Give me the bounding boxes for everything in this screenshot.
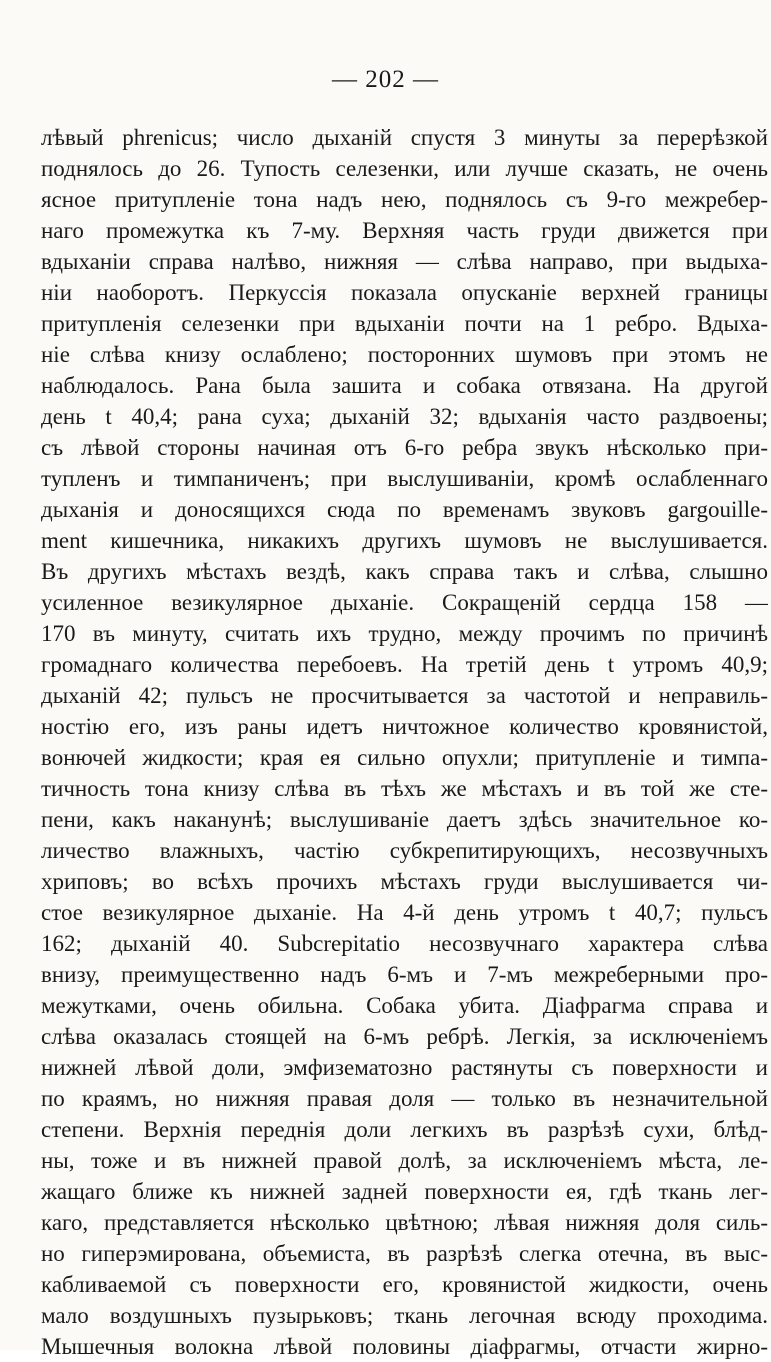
text-line: вдыханіи справа налѣво, нижняя — слѣва направо, при выдыха- [41,249,768,274]
text-line: хриповъ; во всѣхъ прочихъ мѣстахъ груди выслушивается чи- [41,869,768,894]
text-line: пени, какъ наканунѣ; выслушиваніе даетъ здѣсь значительное ко- [41,807,768,832]
text-line: степени. Верхнія переднія доли легкихъ въ разрѣзѣ сухи, блѣд- [41,1117,768,1142]
text-line: ясное притупленіе тона надъ нею, поднялось съ 9-го межребер- [41,187,768,212]
text-line: ніи наоборотъ. Перкуссія показала опусканіе верхней границы [41,280,768,305]
text-line: наго промежутка къ 7-му. Верхняя часть груди движется при [41,218,768,243]
text-line: день t 40,4; рана суха; дыханій 32; вдыханія часто раздвоены; [41,404,768,429]
text-line: стое везикулярное дыханіе. На 4-й день утромъ t 40,7; пульсъ [41,900,768,925]
body-text [41,122,768,1362]
text-line: но гиперэмирована, объемиста, въ разрѣзѣ слегка отечна, въ выс- [41,1241,768,1266]
text-line: каго, представляется нѣсколько цвѣтною; лѣвая нижняя доля силь- [41,1210,768,1235]
text-line: съ лѣвой стороны начиная отъ 6-го ребра звукъ нѣсколько при- [41,435,768,460]
text-line: ment кишечника, никакихъ другихъ шумовъ не выслушивается. [41,528,768,553]
text-line: дыханій 42; пульсъ не просчитывается за частотой и неправиль- [41,683,768,708]
text-line: дыханія и доносящихся сюда по временамъ звуковъ gargouille- [41,497,768,522]
text-line: нижней лѣвой доли, эмфизематозно растянуты съ поверхности и [41,1055,768,1080]
text-line: вонючей жидкости; края ея сильно опухли; притупленіе и тимпа- [41,745,768,770]
text-line: внизу, преимущественно надъ 6-мъ и 7-мъ межреберными про- [41,962,768,987]
text-line: тупленъ и тимпаниченъ; при выслушиваніи, кромѣ ослабленнаго [41,466,768,491]
text-line: лѣвый phrenicus; число дыханій спустя 3 минуты за перерѣзкой [41,125,768,150]
text-line: ны, тоже и въ нижней правой долѣ, за исключеніемъ мѣста, ле- [41,1148,768,1173]
text-line: личество влажныхъ, частію субкрепитирующихъ, несозвучныхъ [41,838,768,863]
text-line: 162; дыханій 40. Subcrepitatio несозвучнаго характера слѣва [41,931,768,956]
text-line: ніе слѣва книзу ослаблено; посторонних шумовъ при этомъ не [41,342,768,367]
text-line: Мышечныя волокна лѣвой половины діафрагмы, отчасти жирно- [41,1334,768,1359]
text-line: громаднаго количества перебоевъ. На третій день t утромъ 40,9; [41,652,768,677]
text-line: слѣва оказалась стоящей на 6-мъ ребрѣ. Легкія, за исключеніемъ [41,1024,768,1049]
text-line: притупленія селезенки при вдыханіи почти на 1 ребро. Вдыха- [41,311,768,336]
text-line: жащаго ближе къ нижней задней поверхности ея, гдѣ ткань лег- [41,1179,768,1204]
text-line: наблюдалось. Рана была зашита и собака отвязана. На другой [41,373,768,398]
text-line: поднялось до 26. Тупость селезенки, или лучше сказать, не очень [41,156,768,181]
text-line: мало воздушныхъ пузырьковъ; ткань легочная всюду проходима. [41,1303,768,1328]
text-line: кабливаемой съ поверхности его, кровянистой жидкости, очень [41,1272,768,1297]
text-line: усиленное везикулярное дыханіе. Сокращеній сердца 158 — [41,590,768,615]
text-line: межутками, очень обильна. Собака убита. Діафрагма справа и [41,993,768,1018]
page-number: — 202 — [332,66,439,93]
text-line: по краямъ, но нижняя правая доля — только въ незначительной [41,1086,768,1111]
text-line: 170 въ минуту, считать ихъ трудно, между прочимъ по причинѣ [41,621,768,646]
text-line: Въ другихъ мѣстахъ вездѣ, какъ справа такъ и слѣва, слышно [41,559,768,584]
text-line: ностію его, изъ раны идетъ ничтожное количество кровянистой, [41,714,768,739]
text-line: тичность тона книзу слѣва въ тѣхъ же мѣстахъ и въ той же сте- [41,776,768,801]
